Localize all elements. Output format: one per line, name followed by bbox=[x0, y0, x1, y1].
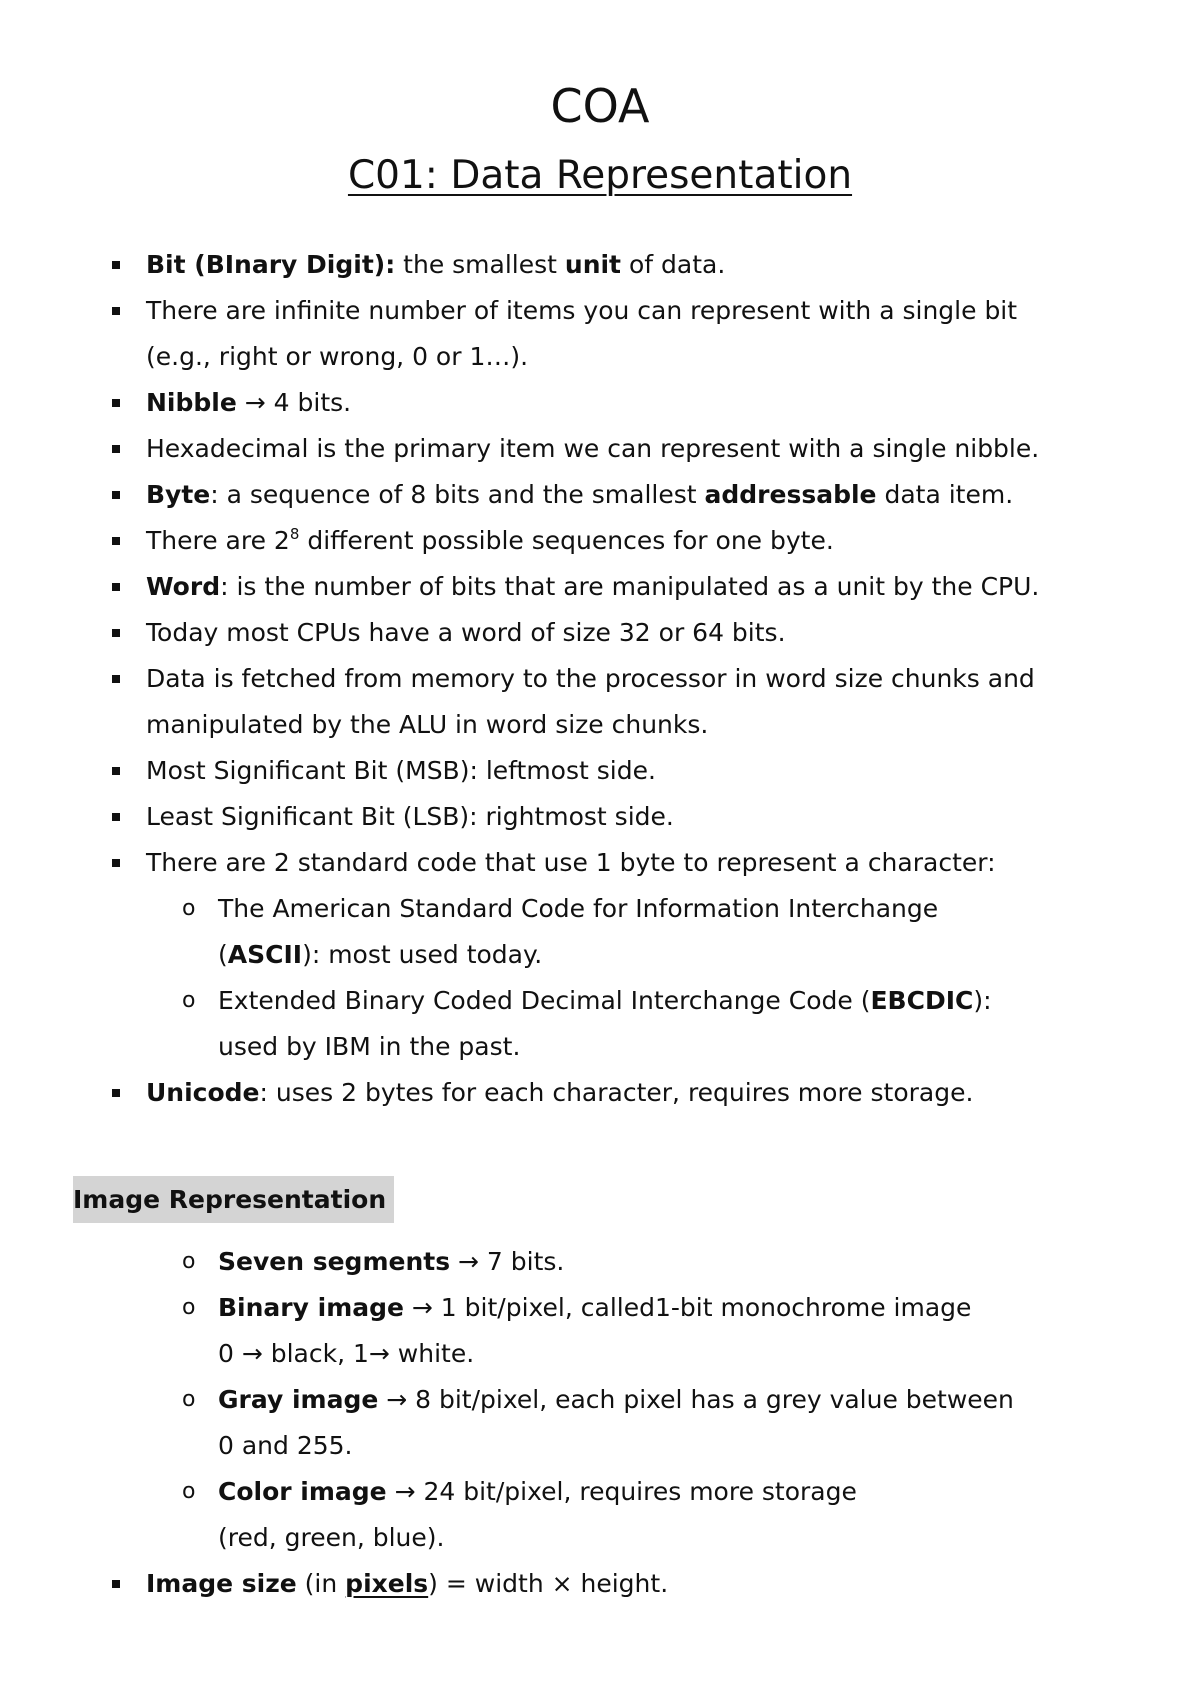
bullet-square bbox=[112, 675, 120, 683]
list-item-standard-codes: There are 2 standard code that use 1 byte to represent a character: bbox=[146, 848, 996, 877]
list-item-unicode bbox=[146, 1076, 973, 1110]
term-bit: Bit (BInary Digit): bbox=[146, 250, 396, 279]
list-item-text: different possible sequences for one byte. bbox=[299, 526, 834, 555]
bullet-circle: o bbox=[182, 896, 196, 921]
list-item-text: ): bbox=[973, 986, 992, 1015]
term-seven-segments: Seven segments bbox=[218, 1247, 451, 1276]
sublist-item-color-image bbox=[218, 1475, 857, 1509]
list-item-text: → 24 bit/pixel, requires more storage bbox=[386, 1477, 857, 1506]
list-item-text: There are 2 bbox=[146, 526, 290, 555]
superscript: 8 bbox=[289, 525, 300, 543]
bullet-square bbox=[112, 399, 120, 407]
bullet-circle: o bbox=[182, 1295, 196, 1320]
sublist-item-color-image-line2: (red, green, blue). bbox=[218, 1523, 445, 1552]
bullet-square bbox=[112, 445, 120, 453]
list-item-text: of data. bbox=[621, 250, 726, 279]
list-item-text: : a sequence of 8 bits and the smallest bbox=[210, 480, 705, 509]
bullet-circle: o bbox=[182, 988, 196, 1013]
bullet-circle: o bbox=[182, 1249, 196, 1274]
list-item-image-size bbox=[146, 1567, 668, 1601]
sublist-item-gray-image-line2: 0 and 255. bbox=[218, 1431, 353, 1460]
term-color-image: Color image bbox=[218, 1477, 387, 1506]
term-image-size: Image size bbox=[146, 1569, 297, 1598]
list-item-byte bbox=[146, 478, 1013, 512]
list-item-text: → 7 bits. bbox=[450, 1247, 565, 1276]
list-item-word bbox=[146, 570, 1039, 604]
list-item-lsb: Least Significant Bit (LSB): rightmost side. bbox=[146, 802, 674, 831]
sublist-item-ebcdic-line2: used by IBM in the past. bbox=[218, 1032, 521, 1061]
sublist-item-binary-image-line2: 0 → black, 1→ white. bbox=[218, 1339, 475, 1368]
term-pixels: pixels bbox=[345, 1569, 429, 1598]
list-item-data-fetched: Data is fetched from memory to the processor in word size chunks and bbox=[146, 664, 1035, 693]
page-title: COA bbox=[550, 79, 650, 133]
sublist-item-ascii: The American Standard Code for Information Interchange bbox=[218, 894, 939, 923]
bullet-square bbox=[112, 1089, 120, 1097]
list-item-text: : uses 2 bytes for each character, requires more storage. bbox=[259, 1078, 974, 1107]
list-item-text: → 8 bit/pixel, each pixel has a grey value between bbox=[378, 1385, 1014, 1414]
term-binary-image: Binary image bbox=[218, 1293, 404, 1322]
list-item-infinite-items: There are infinite number of items you can represent with a single bit bbox=[146, 296, 1018, 325]
list-item-text: the smallest bbox=[395, 250, 565, 279]
list-item-byte-sequences bbox=[146, 524, 834, 558]
section-heading-image-representation: Image Representation bbox=[73, 1176, 394, 1223]
page-subtitle-text: C01: Data Representation bbox=[347, 153, 853, 198]
list-item-text: : is the number of bits that are manipulated as a unit by the CPU. bbox=[220, 572, 1040, 601]
bullet-square bbox=[112, 1580, 120, 1588]
term-word: Word bbox=[146, 572, 221, 601]
term-byte: Byte bbox=[146, 480, 211, 509]
list-item-text: ( bbox=[218, 940, 228, 969]
bullet-square bbox=[112, 261, 120, 269]
list-item-text: ): most used today. bbox=[302, 940, 543, 969]
term-unicode: Unicode bbox=[146, 1078, 260, 1107]
list-item-infinite-items-line2: (e.g., right or wrong, 0 or 1…). bbox=[146, 342, 529, 371]
list-item-word-size: Today most CPUs have a word of size 32 or 64 bits. bbox=[146, 618, 786, 647]
list-item-text: data item. bbox=[876, 480, 1014, 509]
bullet-square bbox=[112, 583, 120, 591]
term-ascii: ASCII bbox=[227, 940, 303, 969]
list-item-msb: Most Significant Bit (MSB): leftmost side. bbox=[146, 756, 656, 785]
bullet-square bbox=[112, 307, 120, 315]
list-item-text: → 4 bits. bbox=[236, 388, 352, 417]
list-item-hexadecimal: Hexadecimal is the primary item we can represent with a single nibble. bbox=[146, 434, 1040, 463]
bullet-square bbox=[112, 491, 120, 499]
list-item-text: ) = width × height. bbox=[428, 1569, 669, 1598]
bullet-square bbox=[112, 859, 120, 867]
term-ebcdic: EBCDIC bbox=[870, 986, 974, 1015]
term-addressable: addressable bbox=[704, 480, 877, 509]
term-nibble: Nibble bbox=[146, 388, 237, 417]
sublist-item-seven-segments bbox=[218, 1245, 564, 1279]
term-unit: unit bbox=[564, 250, 622, 279]
list-item-nibble bbox=[146, 386, 351, 420]
bullet-square bbox=[112, 537, 120, 545]
list-item-text: (in bbox=[296, 1569, 346, 1598]
term-gray-image: Gray image bbox=[218, 1385, 379, 1414]
list-item-text: → 1 bit/pixel, called1-bit monochrome image bbox=[403, 1293, 972, 1322]
sublist-item-ebcdic bbox=[218, 984, 992, 1018]
sublist-item-binary-image bbox=[218, 1291, 971, 1325]
list-item-data-fetched-line2: manipulated by the ALU in word size chunks. bbox=[146, 710, 709, 739]
page-subtitle bbox=[0, 150, 1200, 202]
bullet-square bbox=[112, 629, 120, 637]
bullet-circle: o bbox=[182, 1479, 196, 1504]
sublist-item-ascii-line2 bbox=[218, 938, 542, 972]
bullet-square bbox=[112, 813, 120, 821]
list-item-bit bbox=[146, 248, 725, 282]
list-item-text: Extended Binary Coded Decimal Interchange Code ( bbox=[218, 986, 871, 1015]
sublist-item-gray-image bbox=[218, 1383, 1014, 1417]
bullet-square bbox=[112, 767, 120, 775]
bullet-circle: o bbox=[182, 1387, 196, 1412]
